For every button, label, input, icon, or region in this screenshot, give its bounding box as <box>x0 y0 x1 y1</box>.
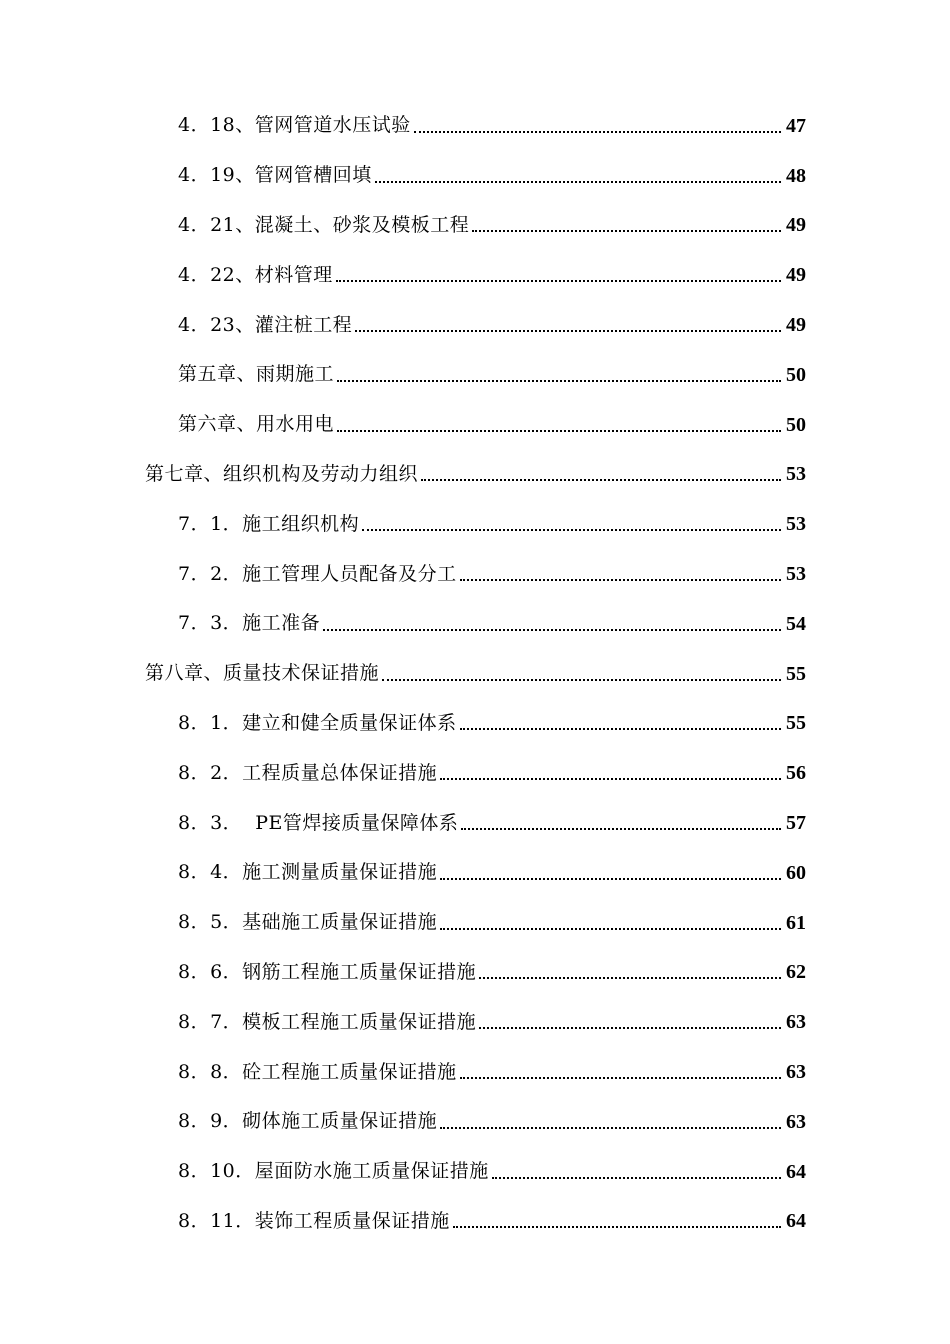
toc-entry-title: 第七章、组织机构及劳动力组织 <box>145 462 419 485</box>
toc-dot-leader <box>382 679 781 681</box>
toc-entry-title: 8．5．基础施工质量保证措施 <box>178 911 438 934</box>
toc-entry[interactable] <box>0 250 950 300</box>
toc-entry[interactable] <box>0 1097 950 1147</box>
toc-entry[interactable] <box>0 1197 950 1247</box>
toc-entry[interactable] <box>0 848 950 898</box>
toc-entry[interactable] <box>0 300 950 350</box>
toc-entry-page: 60 <box>786 861 806 884</box>
toc-entry[interactable] <box>0 997 950 1047</box>
toc-entry-title: 7．1．施工组织机构 <box>178 512 360 535</box>
toc-entry[interactable] <box>0 151 950 201</box>
toc-entry-title: 4．21、混凝土、砂浆及模板工程 <box>178 213 470 236</box>
toc-entry-page: 64 <box>786 1210 806 1233</box>
toc-entry[interactable] <box>0 699 950 749</box>
toc-dot-leader <box>375 181 781 183</box>
toc-entry-page: 49 <box>786 264 806 287</box>
toc-entry-page: 54 <box>786 612 806 635</box>
toc-dot-leader <box>414 131 781 133</box>
toc-dot-leader <box>492 1177 781 1179</box>
toc-entry[interactable] <box>0 898 950 948</box>
toc-entry-page: 48 <box>786 164 806 187</box>
toc-dot-leader <box>479 977 781 979</box>
toc-dot-leader <box>323 629 781 631</box>
toc-entry-page: 62 <box>786 961 806 984</box>
toc-entry[interactable] <box>0 748 950 798</box>
toc-dot-leader <box>460 1077 781 1079</box>
toc-entry-page: 50 <box>786 363 806 386</box>
toc-entry-page: 55 <box>786 712 806 735</box>
toc-entry-title: 8．7．模板工程施工质量保证措施 <box>178 1010 477 1033</box>
toc-entry[interactable] <box>0 599 950 649</box>
toc-entry-title: 8．1．建立和健全质量保证体系 <box>178 711 457 734</box>
toc-entry-title: 8．9．砌体施工质量保证措施 <box>178 1110 438 1133</box>
toc-entry-page: 47 <box>786 114 806 137</box>
toc-entry-page: 53 <box>786 463 806 486</box>
toc-dot-leader <box>453 1226 781 1228</box>
toc-entry[interactable] <box>0 549 950 599</box>
toc-entry[interactable] <box>0 201 950 251</box>
toc-dot-leader <box>362 529 781 531</box>
toc-dot-leader <box>440 778 781 780</box>
toc-entry-title: 8．11．装饰工程质量保证措施 <box>178 1209 450 1232</box>
toc-dot-leader <box>337 380 781 382</box>
table-of-contents <box>0 101 950 1246</box>
toc-entry-title: 8．3． PE管焊接质量保障体系 <box>178 811 459 834</box>
toc-entry-title: 7．2．施工管理人员配备及分工 <box>178 562 457 585</box>
toc-entry-title: 第五章、雨期施工 <box>178 363 335 386</box>
toc-chapter-entry[interactable] <box>0 450 950 500</box>
toc-dot-leader <box>440 928 781 930</box>
toc-dot-leader <box>472 230 781 232</box>
toc-dot-leader <box>355 330 781 332</box>
toc-dot-leader <box>336 280 781 282</box>
toc-entry-page: 63 <box>786 1061 806 1084</box>
toc-entry-title: 4．18、管网管道水压试验 <box>178 114 411 137</box>
toc-entry-page: 49 <box>786 314 806 337</box>
toc-entry[interactable] <box>0 1047 950 1097</box>
toc-dot-leader <box>421 479 781 481</box>
toc-entry-page: 56 <box>786 762 806 785</box>
toc-entry-page: 57 <box>786 812 806 835</box>
toc-entry-page: 50 <box>786 413 806 436</box>
toc-entry-title: 8．10．屋面防水施工质量保证措施 <box>178 1160 489 1183</box>
toc-entry-page: 61 <box>786 911 806 934</box>
toc-entry-title: 4．22、材料管理 <box>178 263 333 286</box>
toc-entry[interactable] <box>0 499 950 549</box>
toc-entry[interactable] <box>0 1147 950 1197</box>
toc-entry-page: 55 <box>786 662 806 685</box>
toc-entry-page: 53 <box>786 513 806 536</box>
toc-entry-page: 63 <box>786 1011 806 1034</box>
toc-dot-leader <box>460 728 781 730</box>
toc-dot-leader <box>460 579 781 581</box>
toc-entry-title: 4．23、灌注桩工程 <box>178 313 353 336</box>
toc-entry-page: 49 <box>786 214 806 237</box>
toc-entry-title: 第六章、用水用电 <box>178 413 335 436</box>
toc-entry-title: 8．2．工程质量总体保证措施 <box>178 761 438 784</box>
toc-entry-title: 第八章、质量技术保证措施 <box>145 662 380 685</box>
toc-entry[interactable] <box>0 400 950 450</box>
toc-entry-title: 8．8．砼工程施工质量保证措施 <box>178 1060 457 1083</box>
toc-entry[interactable] <box>0 101 950 151</box>
toc-entry-title: 8．6．钢筋工程施工质量保证措施 <box>178 960 477 983</box>
toc-entry-title: 4．19、管网管槽回填 <box>178 164 372 187</box>
toc-dot-leader <box>479 1027 781 1029</box>
toc-chapter-entry[interactable] <box>0 649 950 699</box>
toc-dot-leader <box>461 828 781 830</box>
toc-dot-leader <box>440 878 781 880</box>
toc-entry[interactable] <box>0 798 950 848</box>
toc-entry[interactable] <box>0 948 950 998</box>
toc-entry-title: 8．4．施工测量质量保证措施 <box>178 861 438 884</box>
toc-entry-page: 63 <box>786 1110 806 1133</box>
toc-entry-title: 7．3．施工准备 <box>178 612 321 635</box>
toc-dot-leader <box>337 430 781 432</box>
toc-entry-page: 53 <box>786 563 806 586</box>
toc-dot-leader <box>440 1127 781 1129</box>
toc-entry-page: 64 <box>786 1160 806 1183</box>
toc-entry[interactable] <box>0 350 950 400</box>
